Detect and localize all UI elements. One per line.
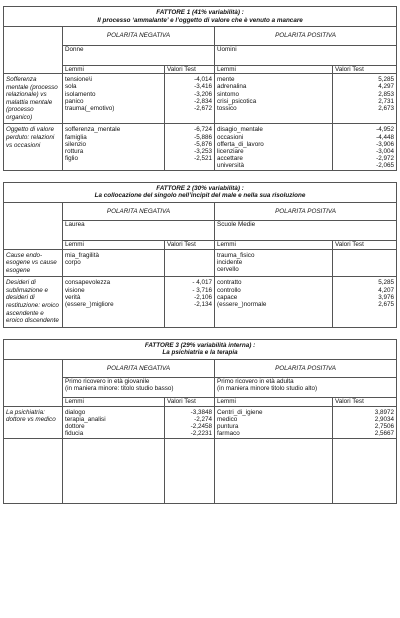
test-value: 2,673 xyxy=(378,104,395,112)
test-value: -3,906 xyxy=(376,140,395,148)
test-value: -4,014 xyxy=(194,76,212,84)
lemmi-header-text: Lemmi xyxy=(65,241,84,249)
valori-header xyxy=(165,241,215,250)
lemma: tensione\i xyxy=(65,76,92,84)
test-value: -2,274 xyxy=(194,415,212,423)
test-value: -5,886 xyxy=(194,133,212,141)
lemmi-header xyxy=(63,398,165,407)
blank-cell xyxy=(4,398,63,407)
lemma: incidente xyxy=(217,258,243,266)
test-value: 2,853 xyxy=(378,90,395,98)
test-value: 2,7506 xyxy=(374,423,395,431)
lemmi-header-text: Lemmi xyxy=(217,241,236,249)
lemma: dialogo xyxy=(65,408,86,416)
lemma: figlio xyxy=(65,155,78,163)
test-value: -2,834 xyxy=(194,97,212,105)
neg-lemmi-cell xyxy=(63,124,165,170)
lemma: cervello xyxy=(217,266,239,274)
pos-group-text: Uomini xyxy=(217,45,237,53)
lemmi-header-text: Lemmi xyxy=(217,65,236,73)
lemma: controllo xyxy=(217,286,241,294)
lemmi-header-text: Lemmi xyxy=(65,65,84,73)
row-label: La psichiatria: dottore vs medico xyxy=(6,408,56,424)
row-label: Oggetto di valore perduto: relazioni vs occasioni xyxy=(6,126,55,149)
blank-cell xyxy=(4,45,63,65)
blank-cell xyxy=(4,378,63,398)
test-value: 5,285 xyxy=(378,76,395,84)
neg-lemmi-cell xyxy=(63,277,165,327)
pos-lemmi-cell xyxy=(215,124,333,170)
lemma: contratto xyxy=(217,279,242,287)
pos-values-cell xyxy=(333,277,397,327)
test-value: - 3,716 xyxy=(192,286,212,294)
blank-cell xyxy=(4,65,63,74)
test-value: -4,448 xyxy=(376,133,395,141)
pos-polarity-cell xyxy=(215,359,397,378)
factor-title: FATTORE 2 (30% variabilità) : xyxy=(156,184,244,192)
test-value: -3,206 xyxy=(194,90,212,98)
factor-analysis-table xyxy=(3,6,397,504)
valori-header-text: Valori Test xyxy=(167,65,196,73)
neg-lemmi-cell xyxy=(63,406,165,438)
neg-polarity-label: POLARITA NEGATIVA xyxy=(106,364,171,372)
neg-group-cell xyxy=(63,45,215,65)
neg-polarity-cell xyxy=(63,202,215,221)
neg-values-cell xyxy=(165,124,215,170)
pos-group-cell xyxy=(215,378,397,398)
test-value: -2,106 xyxy=(194,293,212,301)
test-value: -3,004 xyxy=(376,147,395,155)
lemma: farmaco xyxy=(217,430,240,438)
pos-values-cell xyxy=(333,406,397,438)
test-value: 2,9034 xyxy=(374,415,395,423)
test-value: 2,5667 xyxy=(374,430,395,438)
neg-lemmi-cell xyxy=(63,74,165,124)
pos-group-cell xyxy=(215,221,397,241)
pos-lemmi-cell xyxy=(215,249,333,277)
lemma: capace xyxy=(217,293,238,301)
lemma: puntura xyxy=(217,423,239,431)
lemma: panico xyxy=(65,97,84,105)
row-label-cell xyxy=(4,74,63,124)
lemma: consapevolezza xyxy=(65,279,111,287)
valori-header-text: Valori Test xyxy=(335,241,364,249)
valori-header-text: Valori Test xyxy=(335,65,364,73)
row-label-cell xyxy=(4,124,63,170)
row-label-cell xyxy=(4,277,63,327)
neg-values-cell xyxy=(165,277,215,327)
lemma: offerta_di_lavoro xyxy=(217,140,264,148)
lemma: silenzio xyxy=(65,140,86,148)
pos-group-text: (in maniera minore titolo studio alto) xyxy=(217,385,318,393)
test-value: -5,876 xyxy=(194,140,212,148)
pos-values-cell xyxy=(333,124,397,170)
test-value: -2,065 xyxy=(376,162,395,170)
blank-cell xyxy=(4,241,63,250)
pos-polarity-label: POLARITA POSITIVA xyxy=(275,32,336,40)
lemma: visione xyxy=(65,286,85,294)
factor-subtitle: La psichiatria e la terapia xyxy=(162,349,238,357)
lemma: licenziare xyxy=(217,147,244,155)
lemma: mente xyxy=(217,76,235,84)
neg-polarity-label: POLARITA NEGATIVA xyxy=(106,207,171,215)
lemma: isolamento xyxy=(65,90,96,98)
blank-cell xyxy=(4,438,63,503)
test-value: -2,972 xyxy=(376,155,395,163)
valori-header xyxy=(333,241,397,250)
lemma: corpo xyxy=(65,258,81,266)
neg-lemmi-cell xyxy=(63,249,165,277)
pos-lemmi-cell xyxy=(215,277,333,327)
row-label: Desideri di sublimazione e desideri di restituzione: eroico ascendente e eroico discendente xyxy=(6,279,59,325)
lemma: fiducia xyxy=(65,430,84,438)
table-row xyxy=(4,124,397,170)
neg-values-cell xyxy=(165,74,215,124)
lemma: terapia_analisi xyxy=(65,415,106,423)
pos-group-text: Scuole Medie xyxy=(217,221,256,229)
row-label: Sofferenza mentale (processo relazionale) vs malattia mentale (processo organico) xyxy=(6,76,58,121)
lemma: adrenalina xyxy=(217,83,247,91)
valori-header-text: Valori Test xyxy=(167,241,196,249)
pos-group-cell xyxy=(215,45,397,65)
lemma: Centri_di_igiene xyxy=(217,408,263,416)
lemma: disagio_mentale xyxy=(217,126,263,134)
factor-subtitle: La collocazione del singolo nell’incipit del male e nella sua risoluzione xyxy=(94,192,306,200)
test-value: -2,134 xyxy=(194,300,212,308)
pos-values-cell xyxy=(333,249,397,277)
test-value: -4,952 xyxy=(376,126,395,134)
test-value: 2,675 xyxy=(378,300,395,308)
pos-polarity-label: POLARITA POSITIVA xyxy=(275,207,336,215)
lemma: rottura xyxy=(65,147,84,155)
blank-cell xyxy=(4,221,63,241)
lemmi-header-text: Lemmi xyxy=(217,398,236,406)
valori-header xyxy=(333,398,397,407)
neg-values-cell xyxy=(165,249,215,277)
blank-cell xyxy=(165,438,215,503)
test-value: 4,207 xyxy=(378,286,395,294)
valori-header-text: Valori Test xyxy=(335,398,364,406)
section-spacer xyxy=(4,327,397,339)
lemma: tossico xyxy=(217,104,237,112)
factor-title: FATTORE 3 (29% variabilità interna) : xyxy=(144,341,256,349)
section-spacer xyxy=(4,170,397,182)
factor-title: FATTORE 1 (41% variabilità) : xyxy=(156,9,244,16)
test-value: 3,8972 xyxy=(374,408,395,416)
row-label-cell xyxy=(4,406,63,438)
neg-group-cell xyxy=(63,378,215,398)
factor-title-cell xyxy=(4,339,397,359)
neg-group-text: Laurea xyxy=(65,221,85,229)
lemma: famiglia xyxy=(65,133,87,141)
lemma: trauma(_emotivo) xyxy=(65,104,115,112)
pos-lemmi-cell xyxy=(215,74,333,124)
test-value: - 4,017 xyxy=(192,279,212,287)
lemmi-header xyxy=(215,398,333,407)
test-value: 5,285 xyxy=(378,279,395,287)
lemma: sintomo xyxy=(217,90,240,98)
neg-polarity-label: POLARITA NEGATIVA xyxy=(106,32,171,40)
lemma: (essere_)migliore xyxy=(65,300,114,308)
valori-header xyxy=(165,398,215,407)
neg-group-text: Primo ricovero in età giovanile xyxy=(65,378,150,386)
neg-group-cell xyxy=(63,221,215,241)
factor-title-cell xyxy=(4,7,397,27)
valori-header xyxy=(165,65,215,74)
lemma: sola xyxy=(65,83,77,91)
row-label: Cause endo-esogene vs cause esogene xyxy=(6,251,57,274)
test-value: -3,3848 xyxy=(190,408,212,416)
test-value: 4,297 xyxy=(378,83,395,91)
lemma: medico xyxy=(217,415,238,423)
lemma: sofferenza_mentale xyxy=(65,126,121,134)
pos-polarity-label: POLARITA POSITIVA xyxy=(275,364,336,372)
table-row xyxy=(4,249,397,277)
blank-cell xyxy=(333,438,397,503)
test-value: -6,724 xyxy=(194,126,212,134)
test-value: -3,253 xyxy=(194,147,212,155)
pos-polarity-cell xyxy=(215,27,397,46)
valori-header xyxy=(333,65,397,74)
table-row xyxy=(4,74,397,124)
neg-polarity-cell xyxy=(63,27,215,46)
test-value: -2,521 xyxy=(194,155,212,163)
blank-cell xyxy=(215,438,333,503)
lemma: crisi_psicotica xyxy=(217,97,257,105)
pos-group-text: Primo ricovero in età adulta xyxy=(217,378,294,386)
pos-polarity-cell xyxy=(215,202,397,221)
row-label-cell xyxy=(4,249,63,277)
lemmi-header-text: Lemmi xyxy=(65,398,84,406)
lemma: università xyxy=(217,162,244,170)
factor-title-cell xyxy=(4,182,397,202)
pos-lemmi-cell xyxy=(215,406,333,438)
lemmi-header xyxy=(63,241,165,250)
neg-group-text: Donne xyxy=(65,45,84,53)
lemmi-header xyxy=(63,65,165,74)
lemma: trauma_fisico xyxy=(217,251,255,259)
test-value: -3,416 xyxy=(194,83,212,91)
blank-cell xyxy=(4,202,63,221)
neg-values-cell xyxy=(165,406,215,438)
factor-subtitle: Il processo ‘ammalante’ e l’oggetto di valore che è venuto a mancare xyxy=(97,16,303,24)
test-value: -2,2231 xyxy=(190,430,212,438)
table-row xyxy=(4,277,397,327)
lemma: accettare xyxy=(217,155,243,163)
neg-polarity-cell xyxy=(63,359,215,378)
test-value: -2,672 xyxy=(194,104,212,112)
test-value: 2,731 xyxy=(378,97,395,105)
lemmi-header xyxy=(215,241,333,250)
blank-cell xyxy=(4,27,63,46)
test-value: -2,2458 xyxy=(190,423,212,431)
test-value: 3,976 xyxy=(378,293,395,301)
lemmi-header xyxy=(215,65,333,74)
lemma: mia_fragilità xyxy=(65,251,99,259)
blank-cell xyxy=(4,359,63,378)
blank-cell xyxy=(63,438,165,503)
lemma: occasioni xyxy=(217,133,244,141)
lemma: (essere_)normale xyxy=(217,300,267,308)
valori-header-text: Valori Test xyxy=(167,398,196,406)
neg-group-text: (in maniera minore: titolo studio basso) xyxy=(65,385,174,393)
lemma: dottore xyxy=(65,423,85,431)
lemma: verità xyxy=(65,293,81,301)
table-row xyxy=(4,406,397,438)
pos-values-cell xyxy=(333,74,397,124)
